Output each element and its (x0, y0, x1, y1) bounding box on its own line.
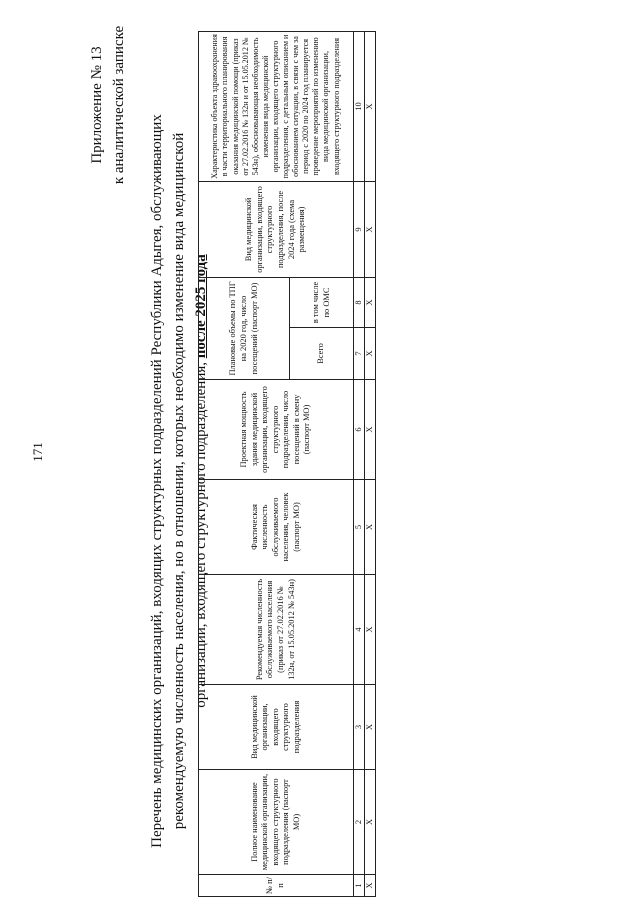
table-cell: Х (365, 31, 376, 181)
header-org-name: Полное наименование медицинской организации, входящего структурного подразделения (паспорт МО) (199, 770, 354, 875)
column-number: 3 (354, 685, 365, 770)
header-recommended-population: Рекомендуемая численность обслуживаемого населения (приказ от 27.02.2016 № 132н, от 15.05.2012 № 543н) (199, 575, 354, 685)
organizations-table (198, 31, 376, 897)
table-row (365, 31, 376, 896)
column-number: 5 (354, 480, 365, 575)
header-characteristics: Характеристика объекта здравоохранения в части территориального планирования оказания медицинской помощи (приказ от 27.02.2016 № 132н и от 15.05.2012 № 543н), обосновывающая необходимость изменения вида медицинской организации, входящего структурного подразделения, с детальным описанием и обоснованием ситуации, в связи с чем за период с 2020 по 2024 год планируется проведение мероприятий по изменению вида медицинской организации, входящего структурного подразделения (199, 31, 354, 181)
table-cell: Х (365, 770, 376, 875)
header-design-capacity: Проектная мощность здания медицинской организации, входящего структурного подразделения, число посещений в смену (паспорт МО) (199, 380, 354, 480)
header-planned-volumes: Плановые объемы по ТПГ на 2020 год, число посещений (паспорт МО) (199, 277, 290, 379)
header-org-type: Вид медицинской организации, входящего структурного подразделения (199, 685, 354, 770)
title-emphasis: после 2025 года (193, 254, 209, 359)
column-number: 4 (354, 575, 365, 685)
column-number: 9 (354, 181, 365, 277)
header-oms: в том числе по ОМС (290, 277, 354, 327)
column-number: 10 (354, 31, 365, 181)
table-cell: Х (365, 685, 376, 770)
header-total: Всего (290, 328, 354, 380)
table-cell: Х (365, 875, 376, 897)
header-actual-population: Фактическая численность обслуживаемого населения, человек (паспорт МО) (199, 480, 354, 575)
table-cell: Х (365, 277, 376, 327)
title-text: Перечень медицинских организаций, входящих структурных подразделений Республики Адыгея, обслуживающих рекомендуемую численность населения, но в отношении, которых необходимо изменение вида медицинской организации, входящего структурного подразделения, (149, 114, 209, 848)
table-cell: Х (365, 480, 376, 575)
table-cell: Х (365, 181, 376, 277)
table-area (198, 32, 376, 897)
table-cell: Х (365, 328, 376, 380)
page-number: 171 (30, 442, 45, 462)
column-number: 8 (354, 277, 365, 327)
header-type-after-2024: Вид медицинской организации, входящего структурного подразделения, после 2024 года (схема размещения) (199, 181, 354, 277)
header-num: № п/п (199, 875, 354, 897)
column-number: 1 (354, 875, 365, 897)
column-number: 6 (354, 380, 365, 480)
table-cell: Х (365, 380, 376, 480)
column-number: 2 (354, 770, 365, 875)
appendix-line-1: Приложение № 13 (89, 46, 105, 164)
column-number: 7 (354, 328, 365, 380)
appendix-line-2: к аналитической записке (111, 25, 127, 185)
column-numbers-row (354, 31, 365, 896)
appendix-label (86, 10, 130, 200)
table-cell: Х (365, 575, 376, 685)
